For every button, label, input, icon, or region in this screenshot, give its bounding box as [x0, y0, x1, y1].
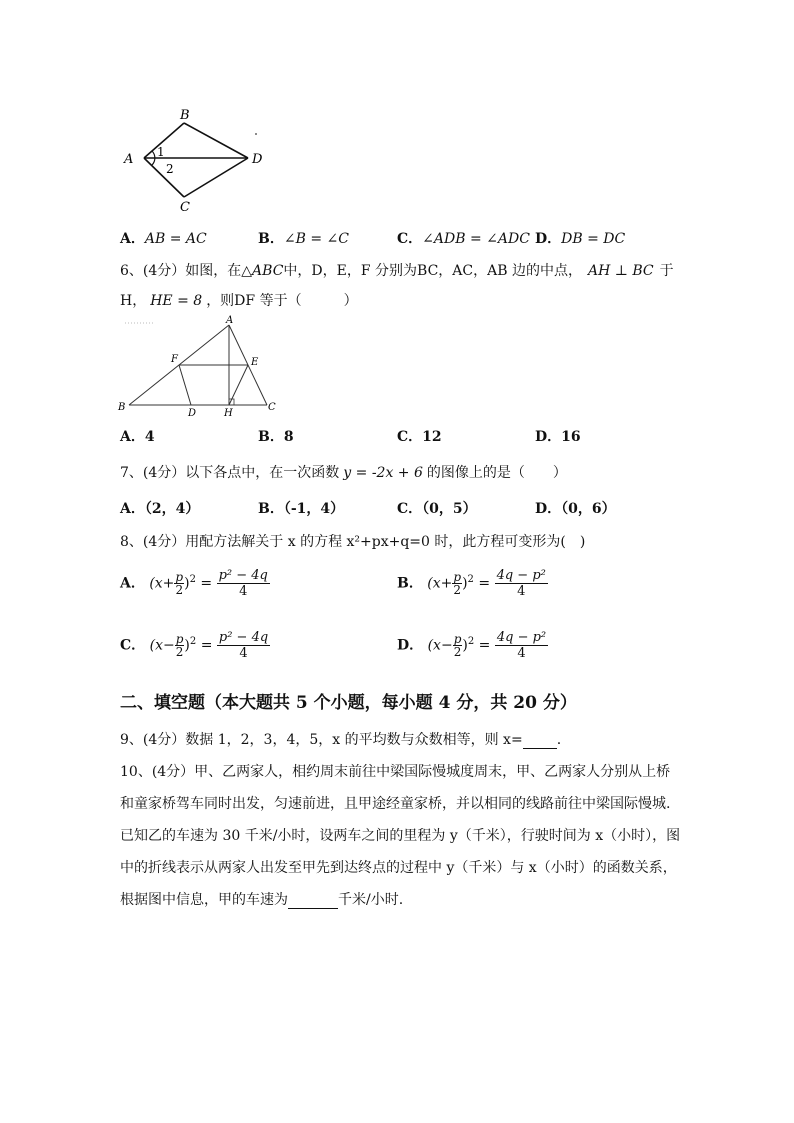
q8-option-label: D． [397, 637, 424, 654]
q7-option-d: D．（0，6） [535, 501, 616, 517]
q8-p-over-2 [453, 633, 463, 658]
q6-option-a: A．4 [120, 429, 155, 445]
q6-text-end: 于 [659, 263, 674, 279]
segment-CD [184, 158, 248, 197]
q7-question [120, 462, 567, 482]
frac-num: 4q − p² [496, 568, 546, 583]
q5-option-a-math: AB = AC [144, 231, 207, 247]
q8-lhs-open: (x+ [149, 575, 175, 592]
q7-option-b: B．（-1，4） [258, 501, 345, 517]
q8-rhs-frac [495, 630, 548, 661]
q8-p-over-2 [452, 571, 462, 596]
q6-perp: AH ⊥ BC [587, 263, 654, 279]
q8-question: 8、(4分）用配方法解关于 x 的方程 x²+px+q=0 时，此方程可变形为( ) [120, 534, 586, 550]
frac-den: 2 [453, 645, 462, 659]
label-angle2: 2 [166, 162, 174, 176]
frac-den: 4 [517, 646, 526, 661]
q5-option-c-math: ∠ADB = ∠ADC [422, 231, 530, 247]
segment-AC [144, 158, 184, 197]
q10-answer-blank[interactable] [288, 892, 338, 909]
q6-option-b: B．8 [258, 429, 294, 445]
frac-den: 2 [175, 583, 184, 597]
segment-FD [179, 365, 191, 405]
q8-option-label: A． [120, 575, 145, 592]
q10-line-5 [120, 889, 403, 909]
label-A: A [124, 152, 134, 167]
frac-den: 4 [239, 584, 248, 599]
q5-option-c [397, 228, 530, 248]
q5-option-d-math: DB = DC [561, 231, 626, 247]
q6-line1 [120, 260, 674, 280]
label-B: B [118, 402, 126, 413]
frac-den: 4 [517, 584, 526, 599]
close-paren: ) [462, 637, 468, 654]
stray-dot [255, 133, 257, 135]
label-F: F [171, 354, 178, 365]
q8-lhs-open: (x− [149, 637, 175, 654]
q8-p-over-2 [175, 633, 185, 658]
q8-option-a [120, 568, 270, 599]
q8-option-c [120, 630, 270, 661]
square-exp: 2 [467, 573, 474, 585]
label-D: D [252, 152, 263, 167]
q8-option-label: C． [120, 637, 146, 654]
square-exp: 2 [189, 635, 197, 647]
equals: = [200, 637, 213, 654]
q8-rhs-frac [495, 568, 548, 599]
frac-den: 4 [239, 646, 248, 661]
close-paren: ) [462, 575, 468, 592]
label-A: A [226, 315, 234, 326]
q7-function: y = -2x + 6 [343, 465, 423, 481]
label-angle1: 1 [157, 145, 165, 159]
q8-rhs-frac [217, 630, 270, 661]
q5-options [120, 228, 207, 248]
q8-lhs-open: (x+ [427, 575, 453, 592]
q8-rhs-frac [217, 568, 270, 599]
label-C: C [180, 200, 190, 215]
square-exp: 2 [189, 573, 196, 585]
q10-line-3: 已知乙的车速为 30 千米/小时，设两车之间的里程为 y（千米），行驶时间为 x（小时），图 [120, 828, 681, 844]
q7-text-b: 的图像上的是（ ） [426, 465, 567, 481]
q6-line2-b: ，则DF 等于（ ） [206, 293, 358, 309]
frac-den: 2 [453, 583, 462, 597]
segment-BD [184, 123, 248, 158]
q8-option-label: B． [397, 575, 423, 592]
q8-p-over-2 [174, 571, 184, 596]
q6-line2 [120, 290, 358, 310]
frac-num: p [453, 632, 462, 646]
frac-num: p [453, 570, 462, 584]
q10-last-b: 千米/小时. [338, 892, 404, 908]
q8-lhs-open: (x− [427, 637, 453, 654]
close-paren: ) [184, 575, 190, 592]
q5-option-a-label: A． [120, 231, 145, 247]
q10-line-2: 和童家桥驾车同时出发，匀速前进，且甲途经童家桥，并以相同的线路前往中梁国际慢城. [120, 796, 671, 812]
label-B: B [180, 108, 190, 123]
q6-text-b: 中，D，E，F 分别为BC，AC，AB 边的中点， [283, 263, 582, 279]
q8-option-d [397, 630, 548, 661]
q6-option-d: D．16 [535, 429, 581, 445]
q7-option-c: C．（0，5） [397, 501, 477, 517]
q10-line-4: 中的折线表示从两家人出发至甲先到达终点的过程中 y（千米）与 x（小时）的函数关系， [120, 860, 677, 876]
equals: = [478, 637, 491, 654]
q9-question [120, 729, 561, 749]
frac-num: p² − 4q [218, 630, 269, 645]
frac-num: p² − 4q [218, 568, 268, 583]
q5-option-b-label: B． [258, 231, 284, 247]
q10-line-1: 10、(4分）甲、乙两家人，相约周末前往中梁国际慢城度周末，甲、乙两家人分别从上桥 [120, 764, 671, 780]
frac-num: p [175, 632, 184, 646]
q7-text-a: 7、(4分）以下各点中，在一次函数 [120, 465, 340, 481]
frac-den: 2 [175, 645, 184, 659]
q5-option-c-label: C． [397, 231, 423, 247]
figure-q5-kite [118, 105, 278, 215]
q6-line2-a: H， [120, 293, 147, 309]
q9-answer-blank[interactable] [523, 732, 557, 749]
equals: = [200, 575, 213, 592]
q6-text-a: 6、(4分）如图，在 [120, 263, 242, 279]
equals: = [478, 575, 491, 592]
q8-option-b [397, 568, 548, 599]
figure-q6-triangle [115, 315, 285, 420]
q7-option-a: A．（2，4） [120, 501, 200, 517]
q9-end: . [556, 732, 562, 748]
q5-option-b-math: ∠B = ∠C [283, 231, 349, 247]
square-exp: 2 [467, 635, 475, 647]
label-C: C [268, 402, 276, 413]
label-D: D [188, 408, 197, 419]
label-E: E [251, 357, 259, 368]
q10-last-a: 根据图中信息，甲的车速为 [120, 892, 288, 908]
q6-triangle: △ABC [241, 263, 284, 279]
frac-num: 4q − p² [496, 630, 547, 645]
q5-option-b [258, 228, 349, 248]
close-paren: ) [184, 637, 190, 654]
frac-num: p [175, 570, 184, 584]
section-title: 二、填空题（本大题共 5 个小题，每小题 4 分，共 20 分） [120, 693, 577, 713]
label-H: H [224, 408, 233, 419]
q5-option-d [535, 228, 625, 248]
q5-option-d-label: D． [535, 231, 562, 247]
q9-text: 9、(4分）数据 1，2，3，4，5，x 的平均数与众数相等，则 x= [120, 732, 523, 748]
q6-option-c: C．12 [397, 429, 442, 445]
q6-he: HE = 8 [150, 293, 203, 309]
